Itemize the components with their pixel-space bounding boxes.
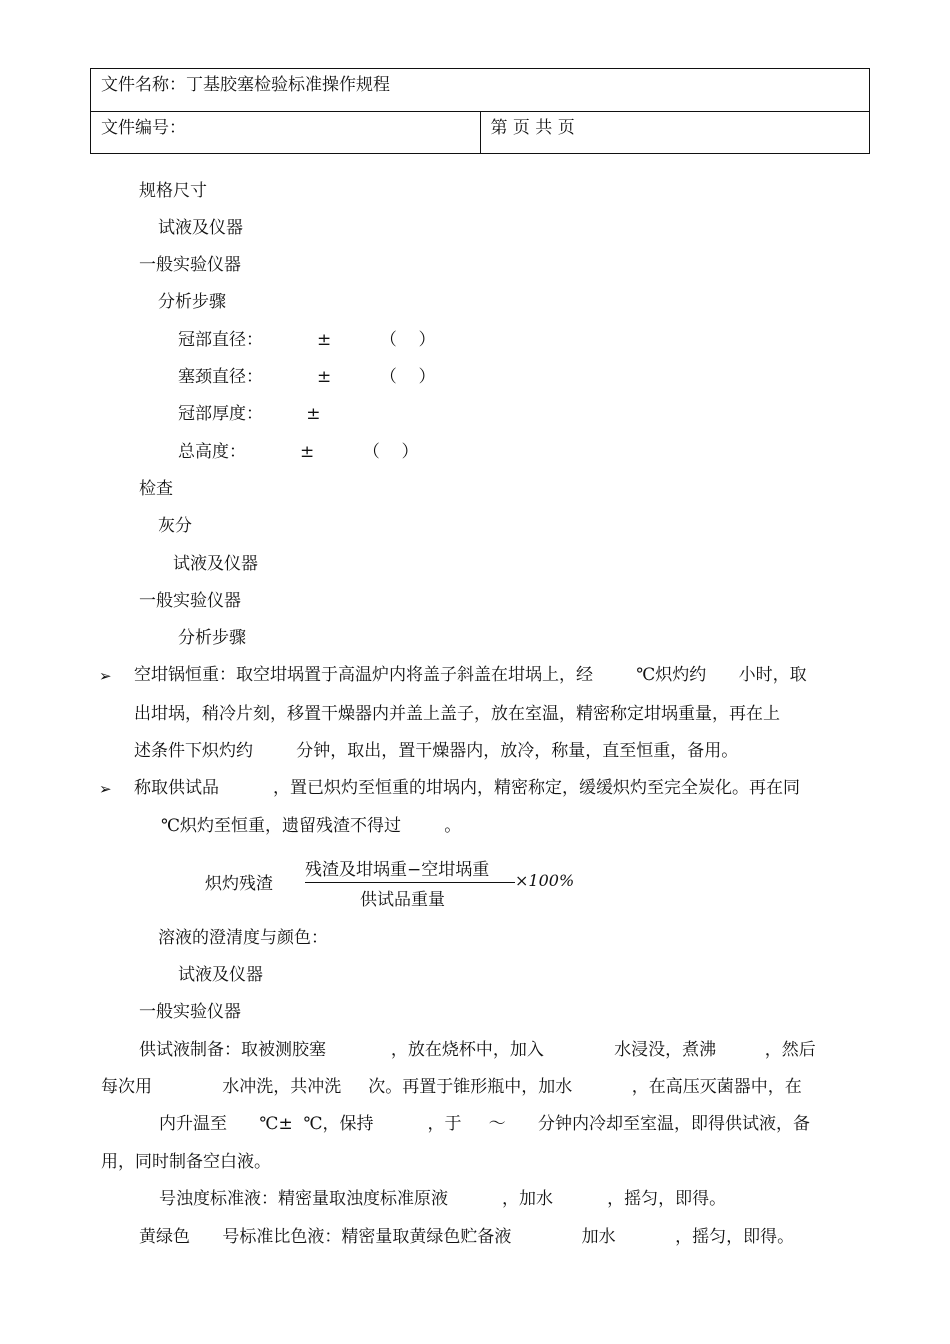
neck-diameter: 塞颈直径： ± （ ）: [178, 367, 436, 387]
section-ash: 灰分: [158, 516, 192, 536]
test-solution-prep-line-3: 内升温至 ℃± ℃，保持 ，于 ～ 分钟内冷却至室温，即得供试液，备: [159, 1114, 810, 1134]
sample-weigh-line-1: 称取供试品 ，置已炽灼至恒重的坩埚内，精密称定，缓缓炽灼至完全炭化。再在同: [134, 778, 801, 798]
fraction-bar: [305, 882, 515, 883]
ash-reagents-instruments: 试液及仪器: [173, 554, 258, 574]
bullet-arrow-icon: ➢: [99, 780, 112, 798]
bullet-arrow-icon: ➢: [99, 667, 112, 685]
formula-label: 炽灼残渣: [205, 874, 273, 894]
ignition-residue-formula: [205, 855, 625, 909]
analysis-steps: 分析步骤: [158, 292, 226, 312]
page-info-cell: 第 页 共 页: [480, 111, 870, 154]
crucible-weight-line-3: 述条件下炽灼约 分钟，取出，置干燥器内，放冷，称量，直至恒重，备用。: [134, 741, 739, 761]
formula-denominator: 供试品重量: [360, 890, 445, 910]
yellow-green-standard: 黄绿色 号标准比色液：精密量取黄绿色贮备液 加水 ，摇匀，即得。: [139, 1227, 795, 1247]
clarity-general-instruments: 一般实验仪器: [139, 1002, 241, 1022]
crown-thickness: 冠部厚度： ±: [178, 404, 321, 424]
ash-general-instruments: 一般实验仪器: [139, 591, 241, 611]
clarity-reagents-instruments: 试液及仪器: [178, 965, 263, 985]
document-header-table: [90, 68, 870, 154]
formula-numerator: 残渣及坩埚重−空坩埚重: [305, 860, 490, 880]
crown-diameter: 冠部直径： ± （ ）: [178, 330, 436, 350]
section-inspection: 检查: [139, 479, 173, 499]
test-solution-prep-line-2: 每次用 水冲洗，共冲洗 次。再置于锥形瓶中，加水 ，在高压灭菌器中，在: [101, 1077, 802, 1097]
test-solution-prep-line-1: 供试液制备：取被测胶塞 ，放在烧杯中，加入 水浸没，煮沸 ，然后: [139, 1040, 816, 1060]
crucible-weight-line-2: 出坩埚，稍冷片刻，移置干燥器内并盖上盖子，放在室温，精密称定坩埚重量，再在上: [134, 704, 780, 724]
sample-weigh-line-2: ℃炽灼至恒重，遗留残渣不得过 。: [161, 816, 462, 836]
ash-analysis-steps: 分析步骤: [178, 628, 246, 648]
total-height: 总高度： ± （ ）: [178, 442, 419, 462]
crucible-weight-line-1: 空坩锅恒重：取空坩埚置于高温炉内将盖子斜盖在坩埚上，经 ℃炽灼约 小时，取: [134, 665, 807, 685]
reagents-instruments: 试液及仪器: [158, 218, 243, 238]
section-spec-size: 规格尺寸: [139, 181, 207, 201]
section-clarity-color: 溶液的澄清度与颜色：: [158, 928, 328, 948]
file-number-cell: 文件编号：: [91, 111, 481, 154]
formula-multiplier: ×100%: [515, 871, 575, 890]
turbidity-standard: 号浊度标准液：精密量取浊度标准原液 ，加水 ，摇匀，即得。: [159, 1189, 727, 1209]
general-instruments: 一般实验仪器: [139, 255, 241, 275]
test-solution-prep-line-4: 用，同时制备空白液。: [101, 1152, 271, 1172]
file-name-cell: 文件名称：丁基胶塞检验标准操作规程: [91, 69, 870, 112]
